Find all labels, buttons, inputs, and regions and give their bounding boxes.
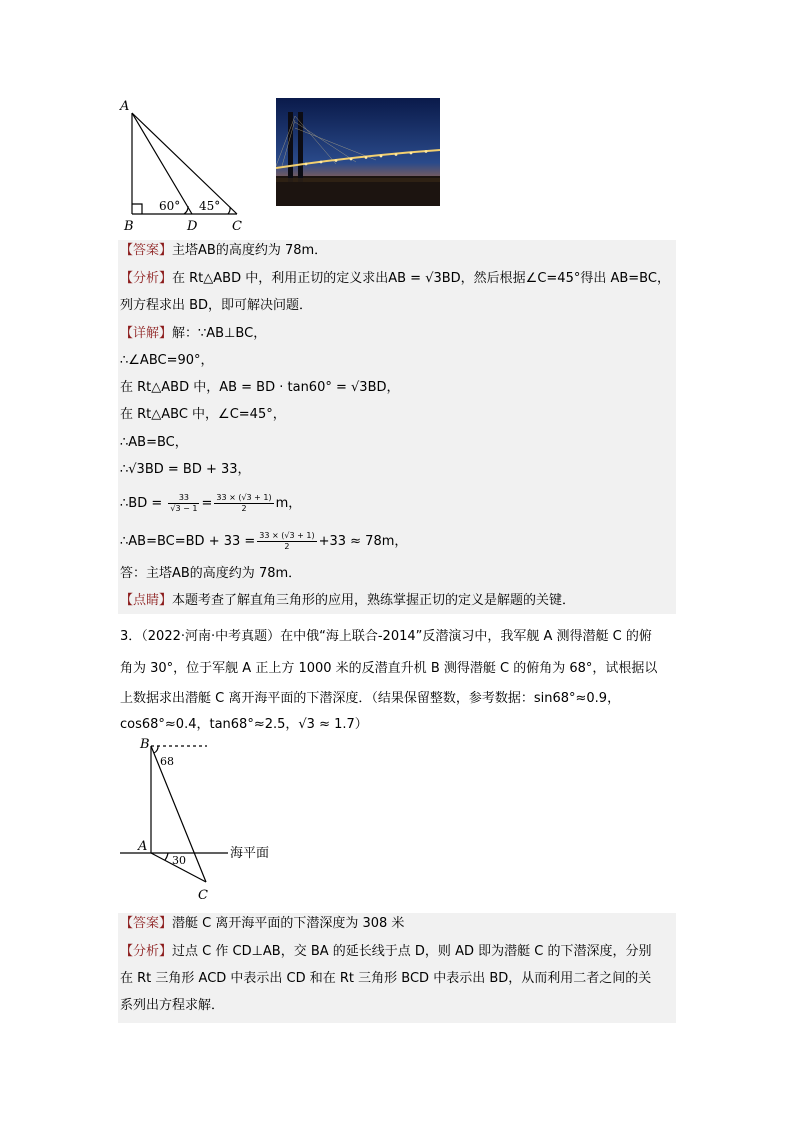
angle-60: 60° [159,199,181,213]
detail-line-6 [120,461,251,479]
detail-text-6: ∴√3BD = BD + 33， [120,462,251,477]
label-b2: B [140,737,150,752]
final-answer-text: 答：主塔AB的高度约为 78m． [120,566,302,581]
analysis2-line-1 [120,943,651,961]
fraction-2-den: 2 [241,504,247,513]
detail-7-eq: = [201,496,213,511]
detail-7-post: m， [275,496,302,511]
detail-line-4 [120,406,286,424]
bridge-photo [276,98,440,206]
analysis-line-2 [120,297,312,315]
detail-7-pre: ∴BD = [120,496,163,511]
label-c: C [232,219,242,234]
analysis-tag: 【分析】 [120,271,173,286]
detail-line-5 [120,434,188,452]
comment-tag: 【点睛】 [120,593,173,608]
question-3-line-2: 角为 30°，位于军舰 A 正上方 1000 米的反潜直升机 B 测得潜艇 C 的俯角为 68°，试根据以 [120,661,658,676]
fraction-2 [214,493,273,514]
detail-8-pre: ∴AB=BC=BD + 33 = [120,534,256,549]
analysis2-line-3 [120,997,224,1015]
question-3-line-4: cos68°≈0.4，tan68°≈2.5，√3 ≈ 1.7） [120,717,368,732]
detail-tag: 【详解】 [120,326,173,341]
detail-line-2 [120,352,214,370]
detail-text-3: 在 Rt△ABD 中，AB = BD · tan60° = √3BD， [120,380,400,395]
label-d: D [187,219,198,234]
label-c2: C [198,888,208,903]
analysis2-text-2: 在 Rt 三角形 ACD 中表示出 CD 和在 Rt 三角形 BCD 中表示出 BD，从而利用二者之间的关 [120,971,652,986]
answer-text: 主塔AB的高度约为 78m． [172,243,328,258]
analysis-text-1: 在 Rt△ABD 中，利用正切的定义求出AB = √3BD，然后根据∠C=45°得出 AB=BC， [172,271,670,286]
fraction-3-num: 33 × (√3 + 1) [259,531,315,540]
angle-68: 68 [160,755,174,768]
analysis-tag-2: 【分析】 [120,944,173,959]
analysis2-text-1: 过点 C 作 CD⊥AB，交 BA 的延长线于点 D，则 AD 即为潜艇 C 的下潜深度，分别 [172,944,652,959]
final-answer-line [120,565,301,583]
question-3-line-1: 3．（2022·河南·中考真题）在中俄“海上联合-2014”反潜演习中，我军舰 A 测得潜艇 C 的俯 [120,629,652,644]
fraction-1-num: 33 [168,493,199,504]
analysis-text-2: 列方程求出 BD，即可解决问题． [120,298,313,313]
label-b: B [124,219,134,234]
fraction-1-den: √3 − 1 [170,504,198,513]
fraction-3-den: 2 [284,542,290,551]
answer-text-2: 潜艇 C 离开海平面的下潜深度为 308 米 [172,916,405,931]
analysis2-line-2 [120,970,651,988]
angle-30: 30 [172,854,186,867]
answer-line-2 [120,915,404,933]
fraction-3 [257,531,316,552]
detail-line-8 [120,530,407,554]
submarine-figure [112,732,292,907]
detail-text-2: ∴∠ABC=90°， [120,353,214,368]
angle-45: 45° [199,199,221,213]
answer-tag-2: 【答案】 [120,916,173,931]
answer-tag: 【答案】 [120,243,173,258]
detail-text-5: ∴AB=BC， [120,435,188,450]
answer-line-1 [120,242,327,260]
detail-8-post: +33 ≈ 78m， [318,534,408,549]
detail-line-3 [120,379,400,397]
detail-line-7 [120,492,301,516]
analysis2-text-3: 系列出方程求解． [120,998,225,1013]
comment-line [120,592,575,610]
detail-text-1: 解：∵AB⊥BC， [172,326,267,341]
detail-text-4: 在 Rt△ABC 中，∠C=45°， [120,407,286,422]
detail-line-1 [120,325,266,343]
label-a2: A [138,839,148,854]
question-3-line-3: 上数据求出潜艇 C 离开海平面的下潜深度．（结果保留整数，参考数据：sin68°≈0.9， [120,691,621,706]
analysis-line-1 [120,270,670,288]
triangle-figure-1 [112,95,252,235]
sea-level-label: 海平面 [230,846,270,861]
fraction-1 [168,493,199,514]
comment-text: 本题考查了解直角三角形的应用，熟练掌握正切的定义是解题的关键． [172,593,576,608]
label-a: A [120,99,130,114]
fraction-2-num: 33 × (√3 + 1) [216,493,272,502]
